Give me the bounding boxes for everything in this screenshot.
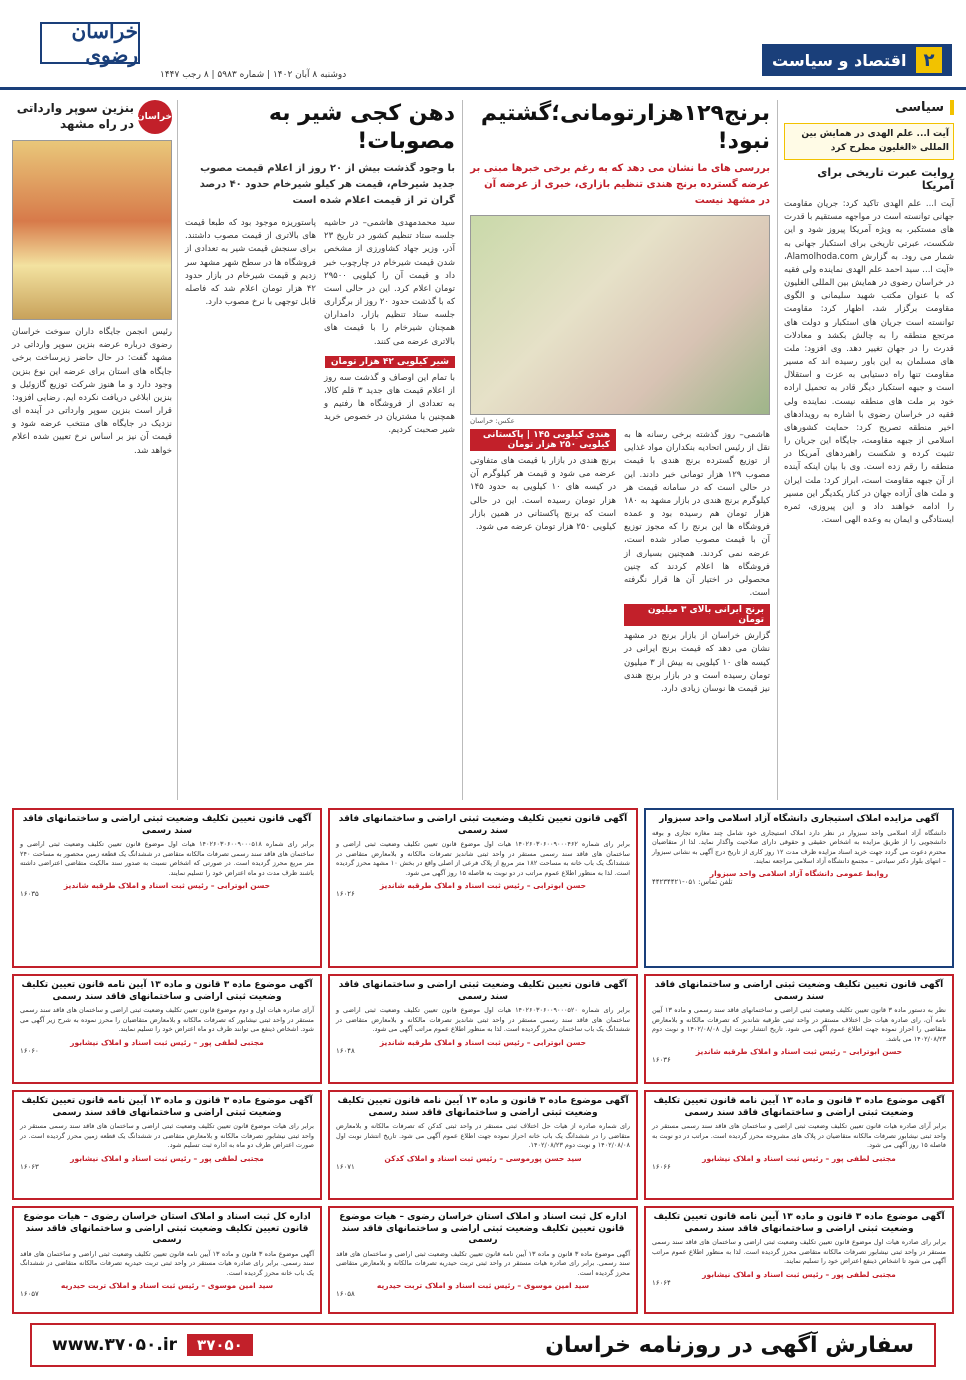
milk-article [185, 100, 455, 438]
ad-signature: حسن ابوترابی – رئیس ثبت اسناد و املاک طرقبه شاندیز [379, 1037, 587, 1047]
ad-title: آگهی قانون تعیین تکلیف وضعیت ثبتی اراضی و ساختمانهای فاقد سند رسمی [338, 980, 628, 1002]
ad-text: برابر رای شماره ۱۴۰۲۶۰۳۰۶۰۰۹۰۰۰۴۶۲ هیات اول موضوع قانون تعیین تکلیف وضعیت ثبتی اراضی و ساختمان های فاقد سند رسمی مستقر در واحد ثبتی شاندیز تصرفات مالکانه و بلامعارض متقاضی در ششدانگ یک باب خانه به مساحت ۱۸۲ متر مربع از پلاک فرعی از اصلی واقع در بخش ۱۰ مشهد محرز گردیده است. لذا به منظور اطلاع عموم مراتب در دو نوبت به فاصله ۱۵ روز آگهی می شود. [336, 840, 630, 877]
ad-block [644, 974, 954, 1084]
ad-text: دانشگاه آزاد اسلامی واحد سبزوار در نظر دارد املاک استیجاری خود شامل چند مغازه تجاری و بوفه دانشجویی را از طریق مزایده به اشخاص حقیقی و حقوقی دارای صلاحیت واگذار نماید. لذا از متقاضیان محترم دعوت می گردد جهت خرید اسناد مزایده ظرف مدت ۱۲ روز کاری از تاریخ درج آگهی به نشانی سبزوار – انتهای بلوار دکتر سیادتی – مجتمع دانشگاه آزاد اسلامی مراجعه نمایند. [652, 828, 946, 865]
rice-subtitle: بررسی های ما نشان می دهد که به رغم برخی خبرها مبنی بر عرضه گسترده برنج هندی تنظیم بازاری، خبری از عرضه آن در مشهد نیست [470, 163, 770, 206]
ad-block [644, 808, 954, 968]
ad-signature: حسن ابوترابی – رئیس ثبت اسناد و املاک طرقبه شاندیز [379, 881, 587, 891]
ad-code: ۱۶۰۳۶ [652, 1056, 671, 1065]
newspaper-badge-icon: خراسان [138, 100, 172, 134]
rice-tag-2: هندی کیلویی ۱۴۵ | پاکستانی کیلویی ۲۵۰ هزار تومان [470, 429, 616, 451]
ad-title: آگهی موضوع ماده ۳ قانون و ماده ۱۳ آیین نامه قانون تعیین تکلیف وضعیت ثبتی اراضی و ساختمانهای فاقد سند رسمی [337, 1096, 629, 1118]
rice-tag-1: برنج ایرانی بالای ۳ میلیون تومان [624, 604, 770, 626]
rice-title: برنج۱۲۹هزارتومانی؛گشتیم نبود! [480, 101, 770, 154]
ad-title: آگهی قانون تعیین تکلیف وضعیت ثبتی اراضی و ساختمانهای فاقد سند رسمی [338, 814, 628, 836]
milk-subtitle: با وجود گذشت بیش از ۲۰ روز از اعلام قیمت مصوب جدید شیرخام، قیمت هر کیلو شیرخام حدود ۴۰ درصد گران تر از قیمت اعلام شده است [199, 163, 455, 206]
ad-text: آگهی موضوع ماده ۳ قانون و ماده ۱۳ آیین نامه قانون تعیین تکلیف وضعیت ثبتی اراضی و ساختمان های فاقد سند رسمی. برابر رای صادره هیات مستقر در واحد ثبتی تربت حیدریه تصرفات مالکانه و بلامعارض متقاضی محرز گردیده است. [336, 1250, 630, 1277]
ad-title: آگهی قانون تعیین تکلیف وضعیت ثبتی اراضی و ساختمانهای فاقد سند رسمی [22, 814, 312, 836]
ad-signature: مجتبی لطفی پور – رئیس ثبت اسناد و املاک نیشابور [70, 1153, 264, 1163]
ad-text: برابر رای شماره ۱۴۰۲۶۰۳۰۶۰۰۹۰۰۰۵۲۰ هیات اول موضوع قانون تعیین تکلیف وضعیت ثبتی اراضی و ساختمان های فاقد سند رسمی مستقر در واحد ثبتی شاندیز تصرفات مالکانه و بلامعارض متقاضی در ششدانگ یک باب ساختمان محرز گردیده است. لذا به منظور اطلاع عموم مراتب آگهی می شود. [336, 1006, 630, 1034]
footer-ad [30, 1323, 936, 1367]
ad-block [328, 974, 638, 1084]
ad-code: ۱۶۰۶۴ [652, 1278, 671, 1287]
rice-body-b: گزارش خراسان از بازار برنج در مشهد نشان می دهد که قیمت برنج ایرانی در کیسه های ۱۰ کیلویی به بیش از ۳ میلیون تومان رسیده است و در بازار برنج هندی نیز قیمت ها نوسان زیادی دارد. [624, 631, 771, 694]
rice-photo [470, 215, 770, 415]
fuel-photo [12, 140, 172, 320]
ad-code: ۱۶۰۷۱ [336, 1162, 355, 1171]
ad-code: ۱۶۰۵۸ [336, 1290, 355, 1299]
ad-signature: سید حسن پورموسی – رئیس ثبت اسناد و املاک کدکن [384, 1153, 582, 1163]
ads-section [12, 808, 954, 1318]
ad-block [328, 1206, 638, 1314]
ad-code: ۱۶۰۳۵ [20, 890, 39, 899]
politics-body: آیت ا... علم الهدی تاکید کرد: جریان مقاومت جهانی توانسته است در مواجهه مستقیم با قدرت های مستکبر، به ویژه آمریکا پیروز شود و این شکست، عبرتی تاریخی برای استکبار جهانی به شمار می رود. به گزارش Alamolhoda.com، «آیت ا... سید احمد علم الهدی نماینده ولی فقیه در خراسان رضوی در همایش بین المللی الغلیون که با عنوان مکتب شهید سلیمانی و الگوی مقاومت برگزار شد، اظهار کرد: مقاومت توانسته است جریان های استکبار و دولت های مرتجع منطقه را به چالش بکشد و معادلات قدرت را در جهان تغییر دهد. وی افزود: ملت های مسلمان به این باور رسیده اند که مسیر مقاومت تنها راه دستیابی به عزت و استقلال است و جبهه استکبار دیگر قادر به تحمیل اراده خود بر ملت های منطقه نیست. نماینده ولی فقیه در خراسان رضوی با اشاره به رویدادهای اخیر منطقه تصریح کرد: حمایت کشورهای اسلامی از جبهه مقاومت، جایگاه این جریان را تثبیت کرده و شکست راهبردهای آمریکا در منطقه را رقم زده است. وی با بیان اینکه آینده از آن جبهه مقاومت است، ابراز کرد: ملت ایران و ملت های آزاده جهان در کنار یکدیگر این مسیر را ادامه خواهند داد و این پیروزی، ثمره ایستادگی و ایمان به وعده الهی است. [784, 199, 954, 526]
footer-website-link[interactable]: www.۳۷۰۵۰.ir [52, 1335, 178, 1355]
ad-text: آرای صادره هیات اول و دوم موضوع قانون تعیین تکلیف وضعیت ثبتی اراضی و ساختمان های فاقد سند رسمی مستقر در واحد ثبتی نیشابور که تصرفات مالکانه و بلامعارض متقاضیان را محرز نموده به شرح زیر آگهی می شود. اشخاص ذینفع می توانند ظرف دو ماه اعتراض خود را تسلیم نمایند. [20, 1006, 314, 1034]
milk-body-c: پاستوریزه موجود بود که طبعا قیمت های بالاتری از قیمت مصوب داشتند. برای سنجش قیمت شیر به تعدادی از فروشگاه ها در سطح شهر مشهد سر زدیم و قیمت شیرخام در بازار حدود ۴۲ هزار تومان اعلام شد که فاصله قابل توجهی با نرخ مصوب دارد. [185, 218, 316, 308]
ad-text: برابر رای شماره ۱۴۰۲۶۰۳۰۶۰۰۹۰۰۰۵۱۸ هیات اول موضوع قانون تعیین تکلیف وضعیت ثبتی اراضی و ساختمان های فاقد سند رسمی تصرفات مالکانه متقاضی در ششدانگ یک قطعه زمین محصور به مساحت ۲۴۰ متر مربع محرز گردیده است. در صورتی که اشخاص نسبت به صدور سند مالکیت متقاضی اعتراضی داشته باشند ظرف مدت دو ماه اعتراض خود را تسلیم نمایند. [20, 840, 314, 877]
ad-signature: مجتبی لطفی پور – رئیس ثبت اسناد و املاک نیشابور [70, 1037, 264, 1047]
ad-block [12, 808, 322, 968]
footer-tel[interactable]: ۳۷۰۵۰ [187, 1334, 253, 1356]
fuel-title: بنزین سوپر وارداتی در راه مشهد [16, 101, 134, 131]
ad-text: برابر آرای صادره هیات قانون تعیین تکلیف وضعیت ثبتی اراضی و ساختمان های فاقد سند رسمی مستقر در واحد ثبتی نیشابور تصرفات مالکانه متقاضیان در پلاک های مشروحه محرز گردیده است. مراتب در دو نوبت به فاصله ۱۵ روز آگهی می شود. [652, 1122, 946, 1150]
politics-column [784, 100, 954, 800]
rice-article [470, 100, 770, 696]
section-title: اقتصاد و سیاست [772, 50, 907, 70]
ad-block [12, 1206, 322, 1314]
ad-signature: مجتبی لطفی پور – رئیس ثبت اسناد و املاک نیشابور [702, 1153, 896, 1163]
divider [177, 100, 178, 800]
section-tag [762, 44, 952, 76]
ad-signature: روابط عمومی دانشگاه آزاد اسلامی واحد سبزوار [709, 869, 889, 879]
ad-block [644, 1090, 954, 1200]
milk-body-a: سید محمدمهدی هاشمی– در حاشیه جلسه ستاد تنظیم کشور در تاریخ ۲۳ آذر، وزیر جهاد کشاورزی از مشخص شدن قیمت شیرخام در چارچوب خبر داد و قیمت آن را کیلویی ۲۹۵۰۰ تومان اعلام کرد. این در حالی است که با گذشت حدود ۲۰ روز از برگزاری جلسه ستاد تنظیم بازار، دامداران همچنان شیرخام را با قیمت های بالاتری عرضه می کنند. [324, 218, 455, 347]
divider [777, 100, 778, 800]
ad-signature: حسن ابوترابی – رئیس ثبت اسناد و املاک طرقبه شاندیز [695, 1047, 903, 1057]
divider [462, 100, 463, 800]
ad-code: ۱۶۰۶۳ [20, 1162, 39, 1171]
ad-signature: حسن ابوترابی – رئیس ثبت اسناد و املاک طرقبه شاندیز [63, 881, 271, 891]
ad-text: رای شماره صادره از هیات حل اختلاف ثبتی مستقر در واحد ثبتی کدکن که تصرفات مالکانه و بلامعارض متقاضی را در ششدانگ یک باب خانه احراز نموده جهت اطلاع عموم آگهی می شود. تاریخ انتشار نوبت اول ۱۴۰۲/۰۸/۰۸ و نوبت دوم ۱۴۰۲/۰۸/۲۳. [336, 1122, 630, 1150]
ad-code: ۱۶۰۵۷ [20, 1290, 39, 1299]
ad-title: آگهی موضوع ماده ۳ قانون و ماده ۱۳ آیین نامه قانون تعیین تکلیف وضعیت ثبتی اراضی و ساختمانهای فاقد سند رسمی [21, 1096, 313, 1118]
ad-code: ۱۶۰۶۰ [20, 1046, 39, 1055]
fuel-body: رئیس انجمن جایگاه داران سوخت خراسان رضوی درباره عرضه بنزین سوپر وارداتی در مشهد گفت: در حال حاضر زیرساخت برخی جایگاه های استان برای عرضه این نوع بنزین وجود دارد و ما هنوز شرکت توزیع گازوئیل و بنزین ابلاغی دریافت نکرده ایم. رضایی افزود: قرار است بنزین سوپر وارداتی در آینده ای نزدیک در جایگاه های منتخب عرضه شود و قیمت آن نیز بر اساس نرخ تعیین شده اعلام خواهد شد. [12, 327, 172, 456]
ad-text: آگهی موضوع ماده ۳ قانون و ماده ۱۳ آیین نامه قانون تعیین تکلیف وضعیت ثبتی اراضی و ساختمان های فاقد سند رسمی. برابر رای صادره هیات مستقر در واحد ثبتی تربت حیدریه تصرفات مالکانه متقاضی در ششدانگ یک باب خانه محرز گردیده است. [20, 1250, 314, 1277]
politics-box [784, 123, 954, 160]
ad-title: آگهی موضوع ماده ۳ قانون و ماده ۱۳ آیین نامه قانون تعیین تکلیف وضعیت ثبتی اراضی و ساختمانهای فاقد سند رسمی [653, 1212, 945, 1234]
ad-block [328, 808, 638, 968]
ad-code: ۱۶۰۴۸ [336, 1046, 355, 1055]
ad-text: برابر رای صادره هیات اول موضوع قانون تعیین تکلیف وضعیت ثبتی اراضی و ساختمان های فاقد سند رسمی مستقر در واحد ثبتی نیشابور تصرفات مالکانه متقاضی محرز گردیده است. لذا به منظور اطلاع عموم مراتب آگهی می شود تا اشخاص ذینفع اعتراض خود را تسلیم نمایند. [652, 1238, 946, 1266]
ad-code: ۱۶۰۲۶ [336, 890, 355, 899]
ad-title: آگهی قانون تعیین تکلیف وضعیت ثبتی اراضی و ساختمانهای فاقد سند رسمی [654, 980, 944, 1002]
ad-title: آگهی موضوع ماده ۳ قانون و ماده ۱۳ آیین نامه قانون تعیین تکلیف وضعیت ثبتی اراضی و ساختمانهای فاقد سند رسمی [21, 980, 313, 1002]
dateline: دوشنبه ۸ آبان ۱۴۰۲ | شماره ۵۹۸۳ | ۸ رجب ۱۴۴۷ [160, 70, 347, 80]
ad-code: تلفن تماس: ۰۵۱-۴۴۲۳۴۴۲۱ [652, 878, 733, 887]
milk-body-b: با تمام این اوصاف و گذشت سه روز از اعلام قیمت های جدید ۳ قلم کالا، به تعدادی از فروشگاه ها رفتیم و همچنین با مشتریان در خصوص خرید شیر صحبت کردیم. [324, 372, 455, 436]
photo-credit: عکس: خراسان [470, 417, 515, 425]
ad-title: آگهی موضوع ماده ۳ قانون و ماده ۱۳ آیین نامه قانون تعیین تکلیف وضعیت ثبتی اراضی و ساختمانهای فاقد سند رسمی [653, 1096, 945, 1118]
newspaper-logo: خراسان رضوی [40, 22, 140, 64]
ad-text: برابر رای هیات موضوع قانون تعیین تکلیف وضعیت ثبتی اراضی و ساختمان های فاقد سند رسمی مستقر در واحد ثبتی نیشابور تصرفات مالکانه و بلامعارض متقاضی در ششدانگ یک قطعه زمین محرز گردیده است. در صورت اعتراض ظرف دو ماه به اداره ثبت تسلیم شود. [20, 1122, 314, 1150]
ad-block [644, 1206, 954, 1314]
ad-block [328, 1090, 638, 1200]
footer-text: سفارش آگهی در روزنامه خراسان [545, 1332, 914, 1358]
ad-code: ۱۶۰۶۶ [652, 1162, 671, 1171]
ad-title: اداره کل ثبت اسناد و املاک استان خراسان رضوی – هیات موضوع قانون تعیین تکلیف وضعیت ثبتی اراضی و ساختمانهای فاقد سند رسمی [23, 1212, 311, 1246]
politics-title: روایت عبرت تاریخی برای آمریکا [817, 166, 954, 192]
milk-tag-1: شیر کیلویی ۴۲ هزار تومان [325, 356, 455, 368]
ad-title: آگهی مزایده املاک استیجاری دانشگاه آزاد اسلامی واحد سبزوار [659, 814, 939, 824]
fuel-article [12, 100, 172, 458]
page-number: ۲ [916, 47, 942, 73]
ad-signature: مجتبی لطفی پور – رئیس ثبت اسناد و املاک نیشابور [702, 1269, 896, 1279]
milk-title: دهن کجی شیر به مصوبات! [268, 101, 455, 154]
rice-body-c: برنج هندی در بازار با قیمت های متفاوتی عرضه می شود و قیمت هر کیلوگرم آن در کیسه های ۱۰ کیلویی به حدود ۱۴۵ هزار تومان رسیده است. این در حالی است که برنج پاکستانی در همین بازار کیلویی ۲۵۰ هزار تومان عرضه می شود. [470, 456, 616, 532]
ad-text: نظر به دستور ماده ۳ قانون تعیین تکلیف وضعیت ثبتی اراضی و ساختمانهای فاقد سند رسمی و ماده ۱۳ آیین نامه آن، رای صادره هیات حل اختلاف مستقر در واحد ثبتی طرقبه شاندیز که تصرفات مالکانه و بلامعارض متقاضی را احراز نموده جهت اطلاع عموم آگهی می شود. تاریخ انتشار نوبت اول ۱۴۰۲/۰۸/۰۸ و نوبت دوم ۱۴۰۲/۰۸/۲۳ می باشد. [652, 1006, 946, 1043]
ad-signature: سید امین موسوی – رئیس ثبت اسناد و املاک تربت حیدریه [60, 1281, 274, 1291]
ad-block [12, 1090, 322, 1200]
ad-block [12, 974, 322, 1084]
politics-tag: سیاسی [784, 100, 954, 115]
politics-box-text: آیت ا... علم الهدی در همایش بین المللی «الغلیون مطرح کرد [801, 129, 949, 153]
rice-body-a: هاشمی– روز گذشته برخی رسانه ها به نقل از رئیس اتحادیه بنکداران مواد غذایی از توزیع گسترده برنج هندی با قیمت مصوب ۱۲۹ هزار تومانی خبر دادند. این در حالی است که در سامانه قیمت هر کیلوگرم برنج هندی در بازار مشهد به ۱۸۰ هزار تومان هم رسیده بود و عمده فروشگاه ها این برنج را که مجوز توزیع آن با قیمت مصوب صادر شده است، عرضه نمی کردند. همچنین بسیاری از فروشگاه ها اعلام کردند که چنین محصولی در اختیار آن ها قرار نگرفته است. [624, 430, 770, 599]
ad-signature: سید امین موسوی – رئیس ثبت اسناد و املاک تربت حیدریه [376, 1281, 590, 1291]
ad-title: اداره کل ثبت اسناد و املاک استان خراسان رضوی – هیات موضوع قانون تعیین تکلیف وضعیت ثبتی اراضی و ساختمانهای فاقد سند رسمی [339, 1212, 627, 1246]
